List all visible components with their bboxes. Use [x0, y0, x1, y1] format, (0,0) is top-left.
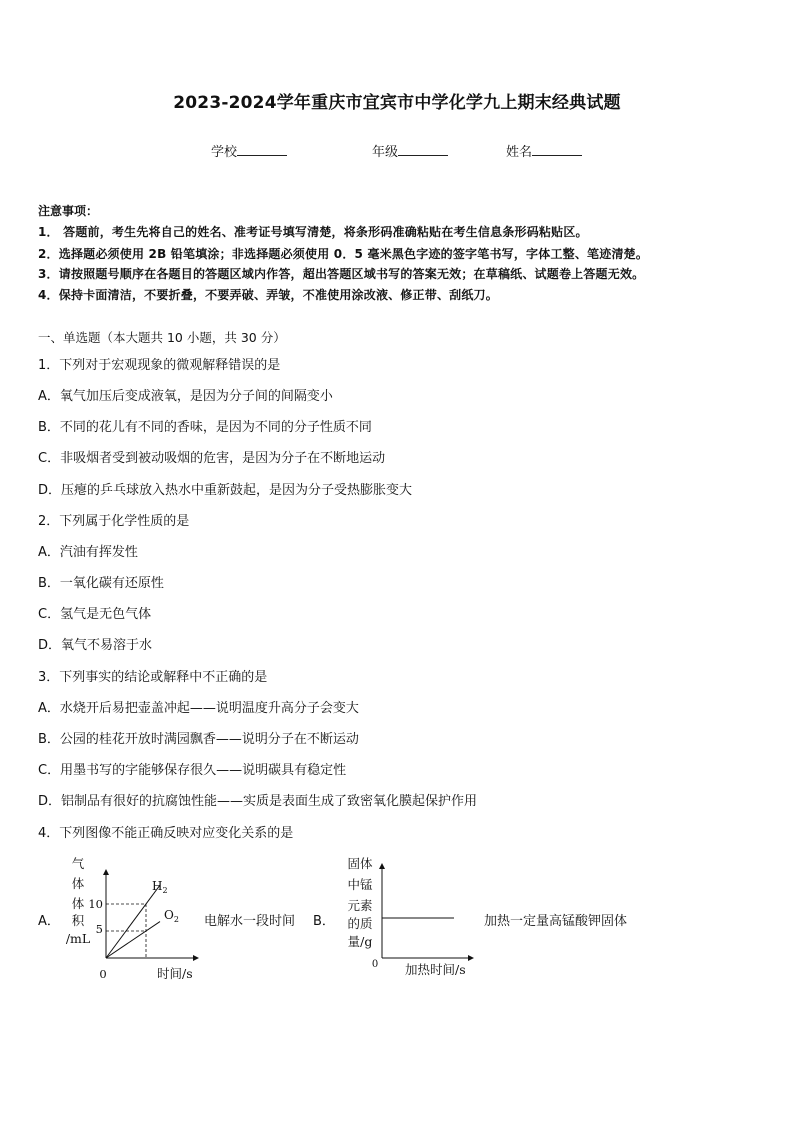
school-field: [211, 141, 287, 160]
name-label: 姓名: [506, 145, 533, 160]
h2-label-sub: 2: [162, 886, 168, 895]
page-title: 2023-2024学年重庆市宜宾市中学化学九上期末经典试题: [173, 93, 621, 113]
tick-label-10: 10: [88, 897, 103, 911]
y-label-line: 体: [71, 876, 85, 891]
figure-a-letter: A．: [38, 914, 60, 929]
option-c: C．氢气是无色气体: [38, 607, 152, 622]
y-axis-label: [347, 856, 373, 949]
option-a: A．氧气加压后变成液氧，是因为分子间的间隔变小: [38, 389, 333, 404]
y-label-line: 元素: [347, 898, 373, 913]
option-a: A．汽油有挥发性: [38, 545, 138, 560]
option-c: C．非吸烟者受到被动吸烟的危害，是因为分子在不断地运动: [38, 451, 386, 466]
y-label-line: 量/g: [347, 934, 373, 949]
question-stem: 3．下列事实的结论或解释中不正确的是: [38, 670, 268, 685]
figure-b-chart: [340, 852, 480, 982]
origin-label: 0: [99, 967, 107, 981]
y-axis-label: [66, 856, 90, 946]
option-b: B．不同的花儿有不同的香味，是因为不同的分子性质不同: [38, 420, 372, 435]
option-d: D．铝制品有很好的抗腐蚀性能——实质是表面生成了致密氧化膜起保护作用: [38, 794, 478, 809]
school-label: 学校: [211, 145, 238, 160]
notes-heading: 注意事项：: [38, 204, 99, 218]
grade-field: [372, 141, 448, 160]
x-axis-label: 时间/s: [157, 966, 193, 981]
h2-line: [106, 885, 160, 958]
question-stem: 2．下列属于化学性质的是: [38, 514, 190, 529]
option-a: A．水烧开后易把壶盖冲起——说明温度升高分子会变大: [38, 701, 359, 716]
y-label-line: 积: [71, 913, 85, 928]
y-label-line: 气: [71, 856, 85, 871]
name-blank: [532, 143, 582, 156]
option-d: D．压瘪的乒乓球放入热水中重新鼓起，是因为分子受热膨胀变大: [38, 483, 413, 498]
o2-label: [164, 908, 179, 924]
name-field: [506, 141, 582, 160]
y-label-line: 固体: [347, 856, 373, 871]
y-label-line: 中锰: [347, 877, 373, 892]
o2-line: [106, 922, 160, 958]
figure-b-letter: B．: [313, 914, 335, 929]
question-stem: 4．下列图像不能正确反映对应变化关系的是: [38, 826, 294, 841]
grade-blank: [398, 143, 448, 156]
question-stem: 1．下列对于宏观现象的微观解释错误的是: [38, 358, 281, 373]
option-d: D．氧气不易溶于水: [38, 638, 153, 653]
o2-label-main: O: [164, 908, 174, 922]
school-blank: [237, 143, 287, 156]
option-c: C．用墨书写的字能够保存很久——说明碳具有稳定性: [38, 763, 347, 778]
figure-b-caption: 加热一定量高锰酸钾固体: [484, 914, 628, 929]
figure-a-chart: [60, 852, 210, 987]
section-title: 一、单选题（本大题共 10 小题，共 30 分）: [38, 330, 286, 345]
note-item: 4．保持卡面清洁，不要折叠，不要弄破、弄皱，不准使用涂改液、修正带、刮纸刀。: [38, 288, 498, 302]
figure-a-caption: 电解水一段时间: [204, 914, 296, 929]
y-label-line: 的质: [347, 916, 373, 931]
origin-label: 0: [371, 959, 379, 970]
x-axis-label: 加热时间/s: [405, 962, 466, 977]
y-label-line: 体: [71, 896, 85, 911]
tick-label-5: 5: [95, 922, 103, 936]
o2-label-sub: 2: [173, 915, 179, 924]
grade-label: 年级: [372, 145, 399, 160]
note-item: 3．请按照题号顺序在各题目的答题区域内作答，超出答题区域书写的答案无效；在草稿纸、试题卷上答题无效。: [38, 267, 645, 281]
h2-label: [152, 879, 168, 895]
h2-label-main: H: [152, 879, 163, 893]
note-item: 2．选择题必须使用 2B 铅笔填涂；非选择题必须使用 0．5 毫米黑色字迹的签字笔书写，字体工整、笔迹清楚。: [38, 247, 649, 261]
note-item: 1． 答题前，考生先将自己的姓名、准考证号填写清楚，将条形码准确粘贴在考生信息条形码粘贴区。: [38, 225, 588, 239]
y-label-line: /mL: [65, 931, 91, 946]
option-b: B．一氧化碳有还原性: [38, 576, 164, 591]
option-b: B．公园的桂花开放时满园飘香——说明分子在不断运动: [38, 732, 359, 747]
